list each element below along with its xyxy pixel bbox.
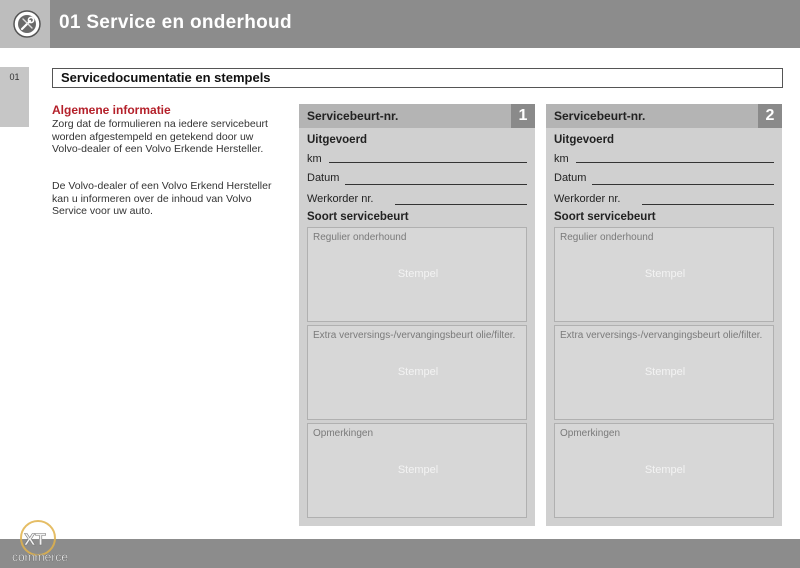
stamp-box-regulier	[307, 227, 527, 322]
service-card-2	[546, 104, 782, 526]
uitgevoerd-heading: Uitgevoerd	[307, 134, 368, 146]
section-title-box	[52, 68, 783, 88]
card-title: Servicebeurt-nr.	[554, 109, 646, 123]
stamp-box-label: Extra verversings-/vervangingsbeurt olie/filter.	[313, 330, 516, 341]
card-title: Servicebeurt-nr.	[307, 109, 399, 123]
stamp-placeholder: Stempel	[397, 366, 439, 378]
datum-label: Datum	[554, 172, 587, 184]
werkorder-field-line	[395, 204, 527, 205]
page-footer	[0, 539, 800, 568]
datum-field-line	[592, 184, 774, 185]
page-title: 01 Service en onderhoud	[59, 12, 292, 33]
km-field-line	[329, 162, 527, 163]
svg-text:XT: XT	[24, 530, 46, 549]
km-label: km	[307, 153, 322, 165]
wrench-screwdriver-icon	[13, 10, 41, 38]
stamp-placeholder: Stempel	[397, 268, 439, 280]
service-card-1	[299, 104, 535, 526]
intro-paragraph-1: Zorg dat de formulieren na iedere servicebeurt worden afgestempeld en getekend door uw Volvo-dealer of een Volvo Erkende Hersteller.	[52, 118, 268, 155]
card-header	[546, 104, 782, 128]
km-label: km	[554, 153, 569, 165]
werkorder-label: Werkorder nr.	[554, 193, 621, 205]
card-number-badge: 1	[511, 104, 535, 128]
stamp-placeholder: Stempel	[644, 464, 686, 476]
werkorder-field-line	[642, 204, 774, 205]
km-field-line	[576, 162, 774, 163]
stamp-box-label: Regulier onderhound	[560, 232, 654, 243]
stamp-box-label: Opmerkingen	[313, 428, 374, 439]
stamp-placeholder: Stempel	[644, 268, 686, 280]
header-icon-box	[0, 0, 50, 48]
card-number-badge: 2	[758, 104, 782, 128]
soort-servicebeurt-heading: Soort servicebeurt	[554, 211, 656, 223]
chapter-tab	[0, 67, 29, 127]
chapter-tab-label: 01	[9, 72, 20, 82]
intro-heading: Algemene informatie	[52, 103, 171, 117]
stamp-box-regulier	[554, 227, 774, 322]
stamp-box-label: Regulier onderhound	[313, 232, 407, 243]
stamp-box-opmerkingen	[307, 423, 527, 518]
soort-servicebeurt-heading: Soort servicebeurt	[307, 211, 409, 223]
card-header	[299, 104, 535, 128]
xt-commerce-logo	[10, 518, 70, 568]
stamp-placeholder: Stempel	[397, 464, 439, 476]
datum-field-line	[345, 184, 527, 185]
section-title: Servicedocumentatie en stempels	[61, 70, 271, 85]
werkorder-label: Werkorder nr.	[307, 193, 374, 205]
stamp-box-extra	[554, 325, 774, 420]
datum-label: Datum	[307, 172, 340, 184]
stamp-placeholder: Stempel	[644, 366, 686, 378]
uitgevoerd-heading: Uitgevoerd	[554, 134, 615, 146]
stamp-box-label: Extra verversings-/vervangingsbeurt olie/filter.	[560, 330, 763, 341]
intro-paragraph-2: De Volvo-dealer of een Volvo Erkend Hersteller kan u informeren over de inhoud van Volvo Service voor uw auto.	[52, 180, 272, 217]
stamp-box-label: Opmerkingen	[560, 428, 621, 439]
watermark-text: commerce	[12, 550, 69, 564]
stamp-box-opmerkingen	[554, 423, 774, 518]
stamp-box-extra	[307, 325, 527, 420]
page-header	[0, 0, 800, 48]
